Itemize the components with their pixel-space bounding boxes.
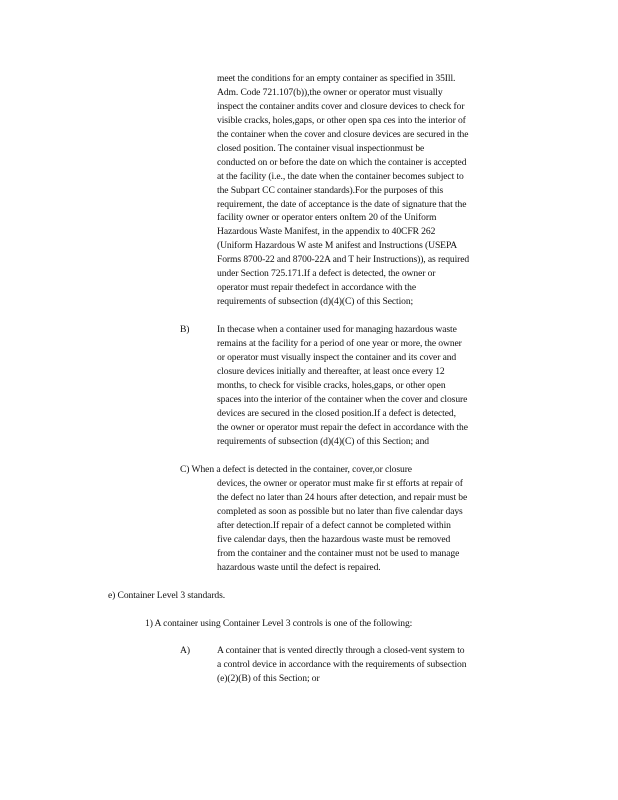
text-line: months, to check for visible cracks, holes,gaps, or other open	[217, 380, 446, 391]
text-line: the container when the cover and closure devices are secured in the	[217, 129, 469, 140]
text-line: remains at the facility for a period of one year or more, the owner	[217, 338, 462, 349]
text-line: hazardous waste until the defect is repaired.	[217, 562, 381, 573]
text-line: requirement, the date of acceptance is the date of signature that the	[217, 199, 467, 210]
text-line: from the container and the container must not be used to manage	[217, 548, 460, 559]
item-label: A)	[180, 645, 190, 656]
text-line: or operator must visually inspect the container and its cover and	[217, 352, 457, 363]
text-line: five calendar days, then the hazardous waste must be removed	[217, 534, 451, 545]
text-line: (Uniform Hazardous W aste M anifest and Instructions (USEPA	[217, 240, 458, 251]
text-line: a control device in accordance with the requirements of subsection	[217, 659, 467, 670]
text-line: Adm. Code 721.107(b)),the owner or operator must visually	[217, 87, 443, 98]
text-line: the owner or operator must repair the defect in accordance with the	[217, 422, 468, 433]
text-line: (e)(2)(B) of this Section; or	[217, 673, 320, 684]
text-line: Forms 8700-22 and 8700-22A and T heir Instructions)), as required	[217, 254, 470, 265]
text-line: operator must repair thedefect in accordance with the	[217, 282, 417, 293]
section-e-heading: e) Container Level 3 standards.	[108, 590, 226, 601]
text-line: C) When a defect is detected in the container, cover,or closure	[180, 464, 412, 475]
text-line: completed as soon as possible but no later than five calendar days	[217, 506, 463, 517]
text-line: closure devices initially and thereafter, at least once every 12	[217, 366, 445, 377]
text-line: after detection.If repair of a defect cannot be completed within	[217, 520, 451, 531]
item-1: 1) A container using Container Level 3 controls is one of the following:	[145, 618, 413, 629]
text-line: visible cracks, holes,gaps, or other open spa ces into the interior of	[217, 115, 466, 126]
text-line: Hazardous Waste Manifest, in the appendix to 40CFR 262	[217, 226, 436, 237]
text-line: In thecase when a container used for managing hazardous waste	[217, 324, 457, 335]
text-line: inspect the container andits cover and closure devices to check for	[217, 101, 465, 112]
text-line: conducted on or before the date on which the container is accepted	[217, 157, 467, 168]
text-line: requirements of subsection (d)(4)(C) of this Section; and	[217, 436, 429, 447]
text-line: requirements of subsection (d)(4)(C) of this Section;	[217, 296, 414, 307]
text-line: under Section 725.171.If a defect is detected, the owner or	[217, 268, 436, 279]
text-line: meet the conditions for an empty container as specified in 35Ill.	[217, 73, 456, 84]
text-line: at the facility (i.e., the date when the container becomes subject to	[217, 171, 464, 182]
text-line: spaces into the interior of the container when the cover and closure	[217, 394, 468, 405]
text-line: devices, the owner or operator must make fir st efforts at repair of	[217, 478, 463, 489]
item-label: B)	[180, 324, 190, 335]
text-line: the defect no later than 24 hours after detection, and repair must be	[217, 492, 468, 503]
text-line: facility owner or operator enters onItem 20 of the Uniform	[217, 212, 437, 223]
text-line: closed position. The container visual inspectionmust be	[217, 143, 425, 154]
text-line: devices are secured in the closed position.If a defect is detected,	[217, 408, 456, 419]
text-line: A container that is vented directly through a closed-vent system to	[217, 645, 465, 656]
text-line: the Subpart CC container standards).For the purposes of this	[217, 185, 444, 196]
